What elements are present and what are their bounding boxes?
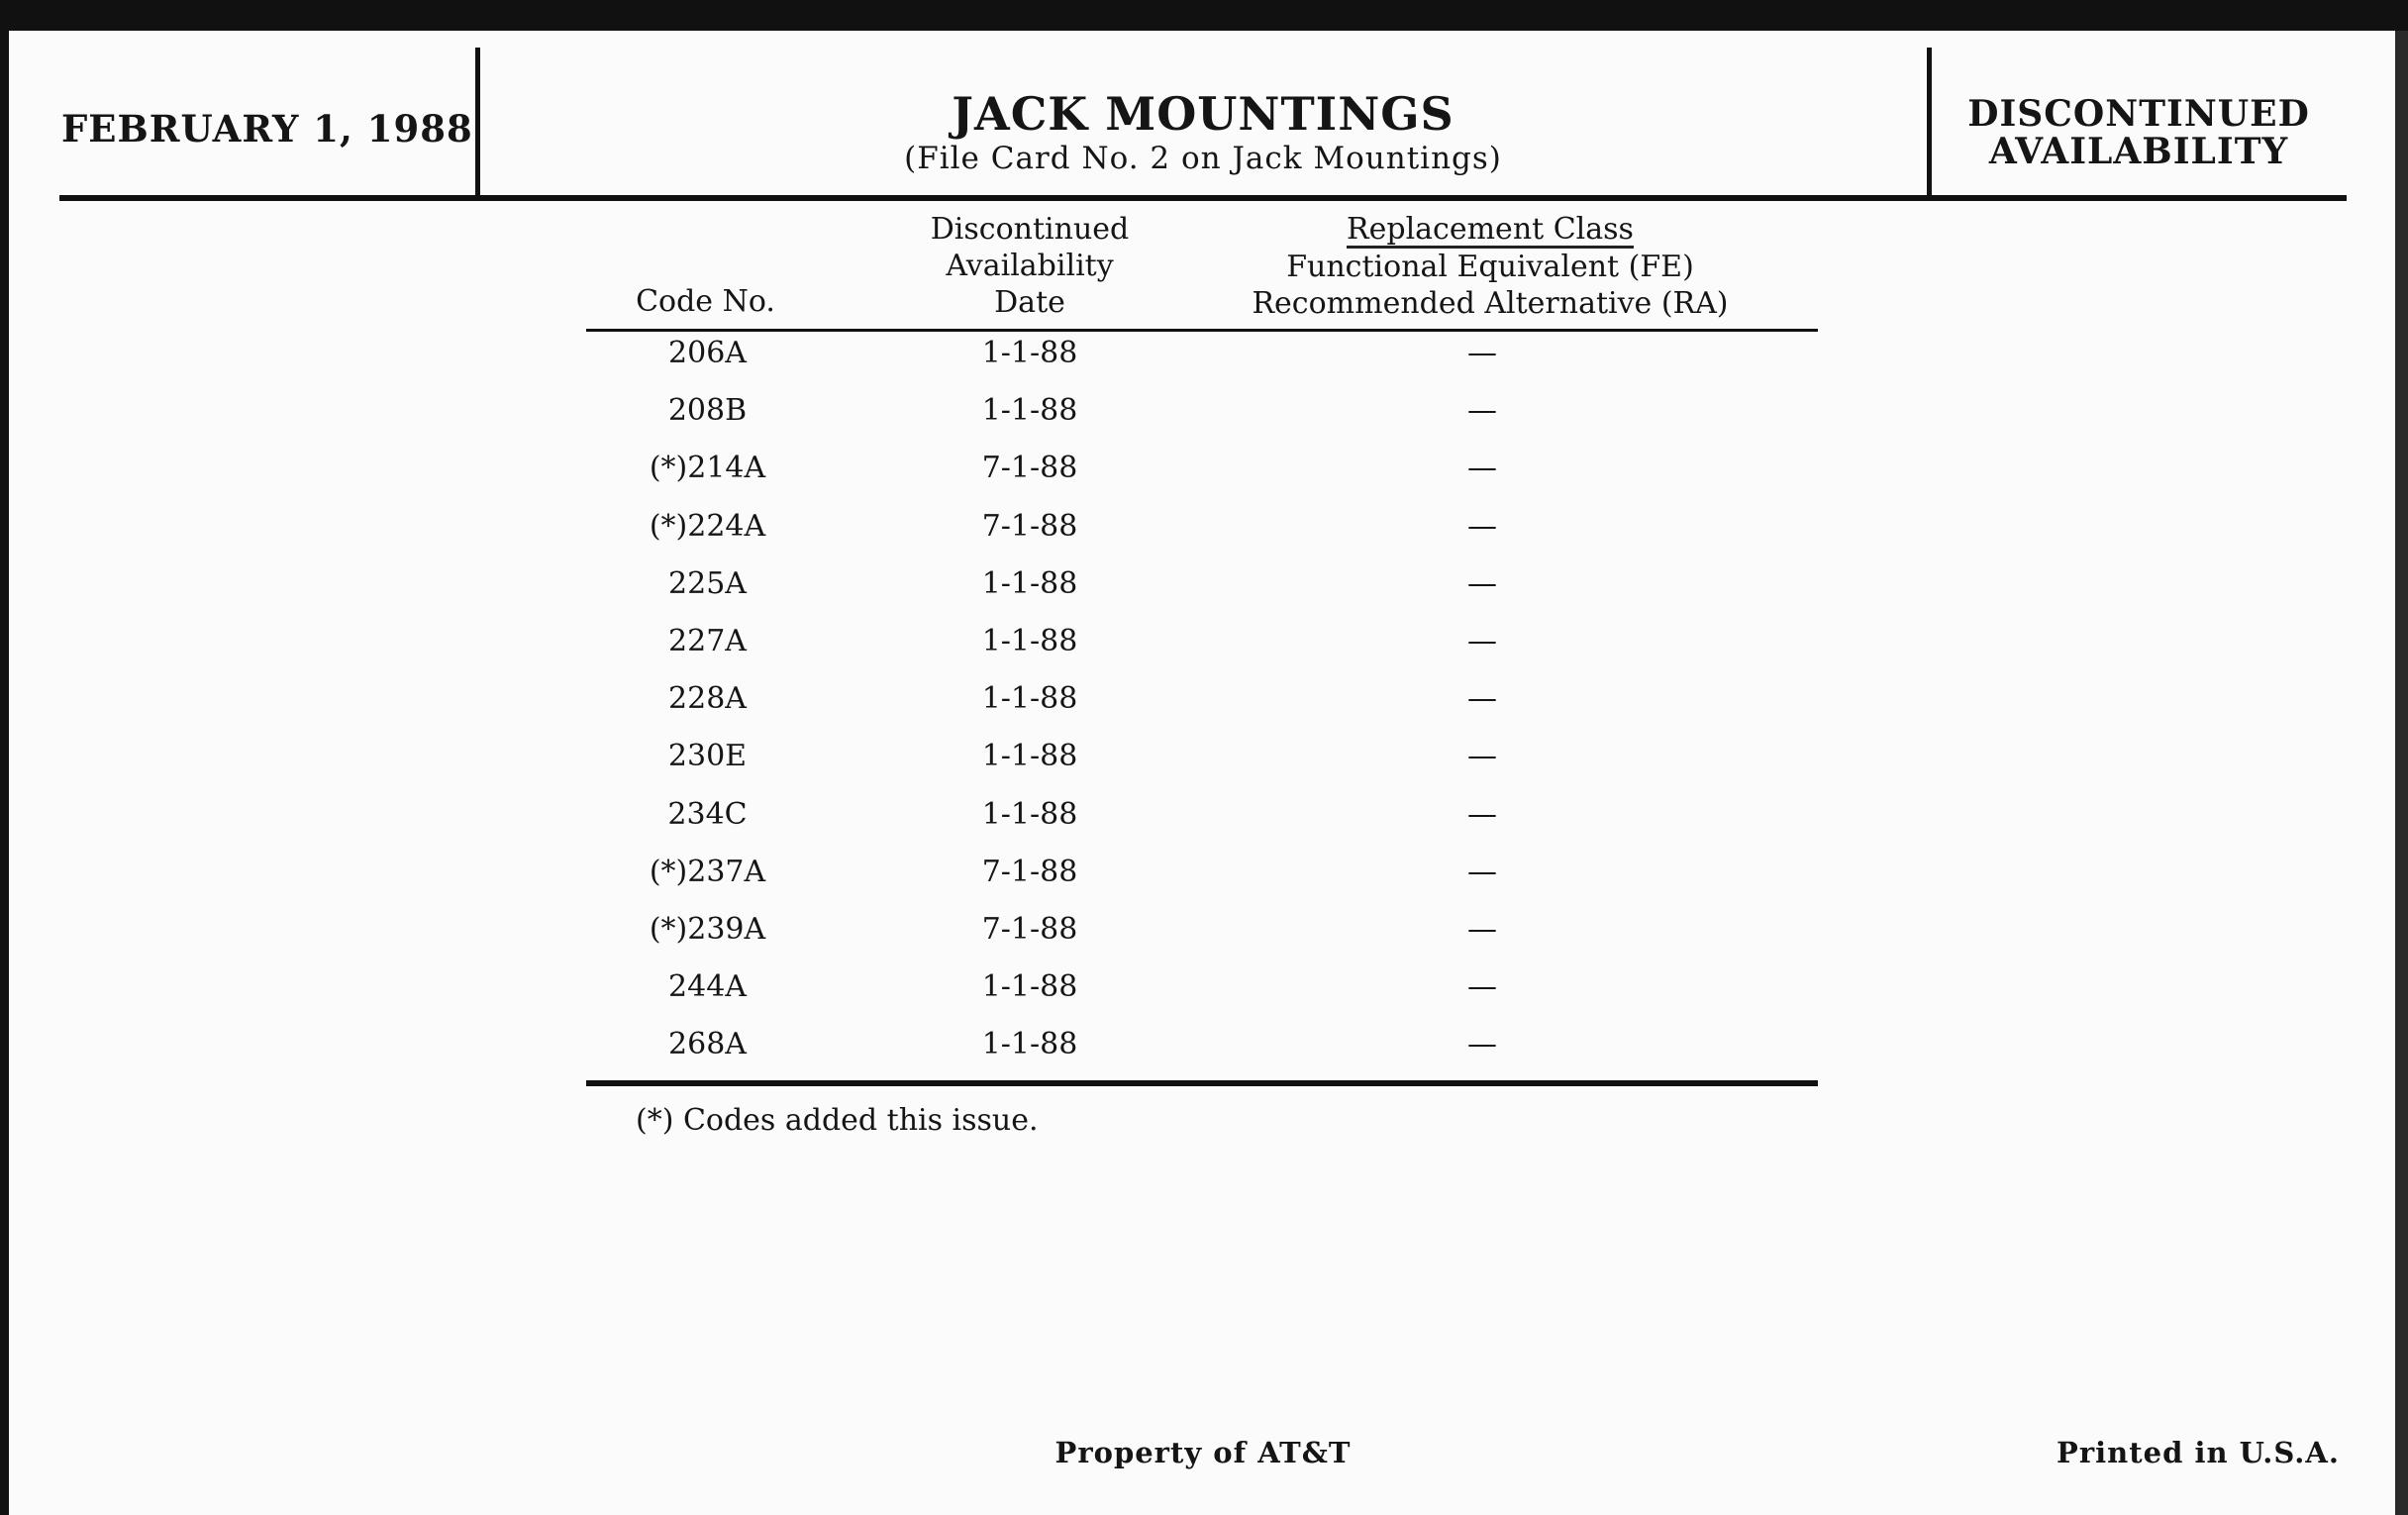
- code-cell: 227A: [668, 623, 747, 658]
- footer-property: Property of AT&T: [1054, 1436, 1352, 1469]
- date-cell: 1-1-88: [981, 739, 1078, 774]
- date-header-line-2: Availability: [946, 249, 1114, 283]
- date-cell: 1-1-88: [981, 565, 1078, 601]
- page-title: JACK MOUNTINGS: [952, 87, 1455, 141]
- table-row: [586, 389, 1818, 447]
- code-cell: 206A: [668, 336, 747, 370]
- date-cell: 1-1-88: [981, 969, 1078, 1005]
- date-cell: 7-1-88: [981, 508, 1078, 544]
- table-row: [586, 793, 1818, 851]
- table-body: [586, 332, 1818, 1080]
- column-header-replacement: [1218, 211, 1762, 322]
- table-row: [586, 332, 1818, 389]
- code-cell: (*)237A: [649, 854, 766, 889]
- footer-printed: Printed in U.S.A.: [2057, 1436, 2340, 1469]
- code-cell: 228A: [668, 681, 747, 717]
- header-divider-left: [475, 48, 480, 196]
- code-cell: (*)214A: [649, 451, 766, 486]
- code-cell: 208B: [667, 393, 748, 429]
- replacement-cell: —: [1467, 969, 1497, 1005]
- date-cell: 7-1-88: [981, 451, 1078, 486]
- replacement-header-title: Replacement Class: [1347, 212, 1634, 247]
- replacement-cell: —: [1467, 1027, 1497, 1062]
- date-cell: 1-1-88: [981, 623, 1078, 658]
- table-row: [586, 735, 1818, 792]
- table-row: [586, 620, 1818, 677]
- date-cell: 1-1-88: [981, 1027, 1078, 1062]
- replacement-cell: —: [1467, 508, 1497, 544]
- code-cell: 225A: [668, 565, 747, 601]
- date-cell: 1-1-88: [981, 681, 1078, 717]
- replacement-cell: —: [1467, 565, 1497, 601]
- column-header-code: Code No.: [636, 284, 775, 319]
- title-block: [485, 87, 1921, 176]
- table-row: [586, 562, 1818, 620]
- replacement-header-line-3: Recommended Alternative (RA): [1252, 286, 1729, 321]
- replacement-cell: —: [1467, 796, 1497, 832]
- table-row: [586, 965, 1818, 1023]
- header-rule: [59, 195, 2347, 201]
- replacement-cell: —: [1467, 451, 1497, 486]
- date-cell: 1-1-88: [981, 796, 1078, 832]
- replacement-cell: —: [1467, 911, 1497, 947]
- status-line-1: DISCONTINUED: [1967, 93, 2310, 135]
- code-cell: 230E: [667, 739, 748, 774]
- header-divider-right: [1927, 48, 1932, 196]
- scan-edge: [2395, 31, 2408, 1515]
- code-cell: (*)224A: [649, 508, 766, 544]
- status-label: [1941, 95, 2337, 170]
- code-cell: (*)239A: [649, 911, 766, 947]
- date-cell: 1-1-88: [981, 393, 1078, 429]
- date-header-line-1: Discontinued: [930, 212, 1130, 247]
- table-row: [586, 677, 1818, 735]
- column-header-date: [871, 211, 1188, 321]
- replacement-cell: —: [1467, 623, 1497, 658]
- issue-date: FEBRUARY 1, 1988: [61, 107, 473, 151]
- replacement-header-line-2: Functional Equivalent (FE): [1286, 250, 1694, 284]
- date-cell: 1-1-88: [981, 336, 1078, 370]
- replacement-cell: —: [1467, 681, 1497, 717]
- replacement-cell: —: [1467, 739, 1497, 774]
- date-cell: 7-1-88: [981, 911, 1078, 947]
- footnote: (*) Codes added this issue.: [636, 1103, 1039, 1138]
- table-row: [586, 505, 1818, 562]
- table-row: [586, 447, 1818, 504]
- replacement-cell: —: [1467, 393, 1497, 429]
- table-row: [586, 851, 1818, 908]
- status-line-2: AVAILABILITY: [1988, 131, 2289, 172]
- date-header-line-3: Date: [994, 285, 1065, 320]
- table-rule-bottom: [586, 1080, 1818, 1086]
- date-cell: 7-1-88: [981, 854, 1078, 889]
- table-row: [586, 908, 1818, 965]
- table-row: [586, 1023, 1818, 1080]
- replacement-cell: —: [1467, 854, 1497, 889]
- code-cell: 268A: [668, 1027, 747, 1062]
- code-cell: 244A: [668, 969, 747, 1005]
- replacement-cell: —: [1467, 336, 1497, 370]
- code-cell: 234C: [667, 796, 748, 832]
- page-subtitle: (File Card No. 2 on Jack Mountings): [904, 141, 1502, 176]
